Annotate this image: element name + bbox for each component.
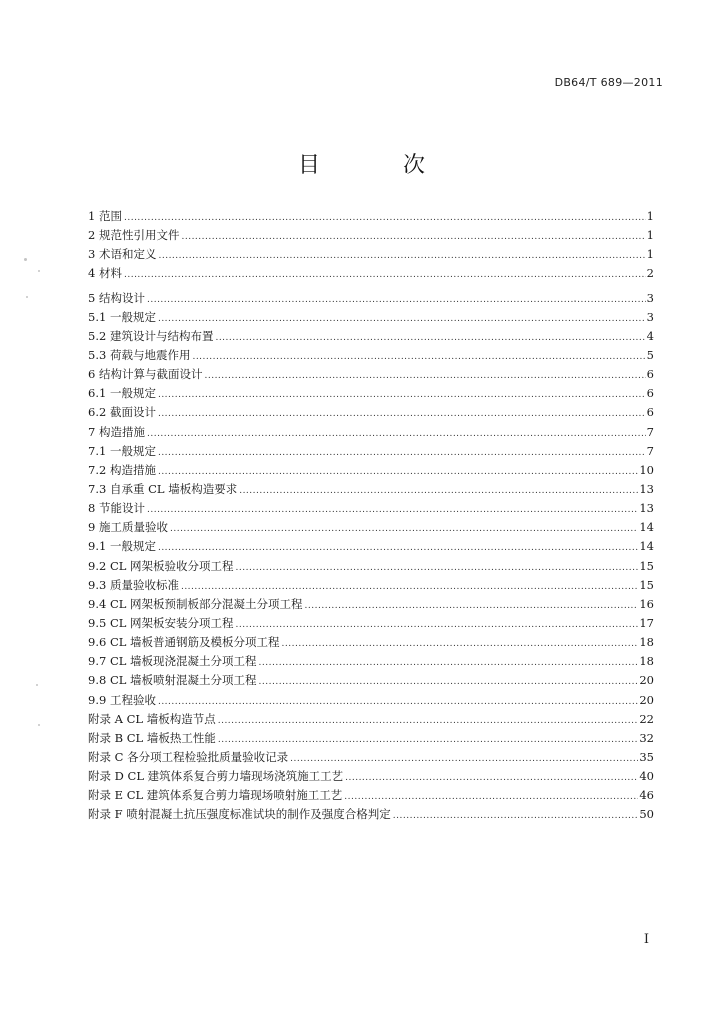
toc-entry[interactable]: [88, 500, 654, 519]
toc-leader-dots: [218, 735, 639, 745]
toc-entry-label: 9.8 CL 墙板喷射混凝土分项工程: [88, 673, 257, 688]
toc-entry[interactable]: [88, 227, 654, 246]
toc-leader-dots: [158, 409, 646, 419]
toc-entry-label: 4 材料: [88, 266, 122, 281]
toc-entry-page: 17: [639, 615, 654, 630]
toc-entry[interactable]: [88, 749, 654, 768]
toc-entry[interactable]: [88, 208, 654, 227]
toc-entry-label: 6.2 截面设计: [88, 405, 156, 420]
toc-entry-label: 6 结构计算与截面设计: [88, 367, 203, 382]
standard-code: DB64/T 689—2011: [554, 76, 663, 89]
toc-entry-label: 9.7 CL 墙板现浇混凝土分项工程: [88, 654, 257, 669]
toc-entry-label: 9.3 质量验收标准: [88, 577, 179, 592]
toc-entry-page: 5: [646, 347, 654, 362]
toc-entry[interactable]: [88, 265, 654, 284]
toc-entry[interactable]: [88, 577, 654, 596]
toc-entry[interactable]: [88, 538, 654, 557]
toc-entry[interactable]: [88, 443, 654, 462]
toc-leader-dots: [124, 213, 646, 223]
toc-entry-label: 7.2 构造措施: [88, 462, 156, 477]
toc-leader-dots: [215, 333, 645, 343]
toc-leader-dots: [204, 371, 645, 381]
toc-entry[interactable]: [88, 558, 654, 577]
toc-entry-label: 7.3 自承重 CL 墙板构造要求: [88, 481, 238, 496]
toc-entry[interactable]: [88, 481, 654, 500]
toc-entry-page: 32: [639, 730, 654, 745]
toc-entry-label: 3 术语和定义: [88, 247, 157, 262]
toc-entry-label: 7.1 一般规定: [88, 443, 156, 458]
toc-entry-page: 40: [639, 769, 654, 784]
toc-entry-page: 6: [646, 386, 654, 401]
toc-leader-dots: [239, 486, 638, 496]
toc-entry-page: 13: [639, 481, 654, 496]
toc-leader-dots: [147, 429, 646, 439]
toc-entry-page: 6: [646, 367, 654, 382]
toc-entry-label: 9.2 CL 网架板验收分项工程: [88, 558, 234, 573]
toc-entry-label: 5.3 荷载与地震作用: [88, 347, 191, 362]
toc-entry-label: 8 节能设计: [88, 501, 145, 516]
toc-entry[interactable]: [88, 692, 654, 711]
toc-entry-label: 附录 D CL 建筑体系复合剪力墙现场浇筑施工工艺: [88, 769, 344, 784]
toc-entry-page: 20: [639, 692, 654, 707]
toc-entry[interactable]: [88, 246, 654, 265]
toc-leader-dots: [170, 524, 638, 534]
toc-entry[interactable]: [88, 711, 654, 730]
toc-entry-page: 3: [646, 290, 654, 305]
toc-entry[interactable]: [88, 519, 654, 538]
toc-entry-label: 1 范围: [88, 209, 122, 223]
toc-entry-label: 附录 C 各分项工程检验批质量验收记录: [88, 749, 289, 764]
page-number: I: [643, 932, 649, 947]
toc-leader-dots: [158, 448, 646, 458]
toc-entry[interactable]: [88, 290, 654, 309]
toc-entry-page: 46: [639, 788, 654, 803]
toc-entry-label: 附录 B CL 墙板热工性能: [88, 730, 216, 745]
toc-leader-dots: [158, 314, 646, 324]
toc-entry-page: 14: [639, 520, 654, 535]
toc-entry-page: 1: [646, 228, 654, 243]
toc-entry-page: 50: [639, 807, 654, 822]
toc-entry[interactable]: [88, 806, 654, 825]
toc-entry-page: 13: [639, 501, 654, 516]
toc-entry[interactable]: [88, 768, 654, 787]
toc-entry-label: 5.2 建筑设计与结构布置: [88, 328, 214, 343]
toc-entry[interactable]: [88, 653, 654, 672]
toc-leader-dots: [147, 295, 646, 305]
toc-leader-dots: [158, 543, 638, 553]
toc-entry-label: 附录 E CL 建筑体系复合剪力墙现场喷射施工工艺: [88, 788, 343, 803]
toc-entry-page: 18: [639, 635, 654, 650]
toc-entry[interactable]: [88, 385, 654, 404]
toc-entry-page: 7: [646, 443, 654, 458]
toc-entry-page: 2: [646, 266, 654, 281]
scan-speck: [38, 724, 40, 726]
scan-speck: [26, 296, 28, 298]
toc-entry-page: 15: [639, 558, 654, 573]
toc-leader-dots: [158, 467, 638, 477]
toc-entry-label: 附录 A CL 墙板构造节点: [88, 711, 216, 726]
toc-entry-label: 6.1 一般规定: [88, 386, 156, 401]
page-title: 目 次: [298, 153, 463, 178]
toc-leader-dots: [290, 754, 638, 764]
toc-entry-label: 9.6 CL 墙板普通钢筋及模板分项工程: [88, 635, 280, 650]
toc-entry-label: 9.4 CL 网架板预制板部分混凝土分项工程: [88, 596, 303, 611]
toc-entry-page: 35: [639, 749, 654, 764]
toc-entry[interactable]: [88, 462, 654, 481]
scan-speck: [38, 270, 40, 272]
toc-entry-label: 9.5 CL 网架板安装分项工程: [88, 615, 234, 630]
toc-leader-dots: [181, 232, 645, 242]
toc-leader-dots: [345, 773, 638, 783]
toc-entry-label: 附录 F 喷射混凝土抗压强度标准试块的制作及强度合格判定: [88, 807, 391, 822]
toc-entry[interactable]: [88, 424, 654, 443]
toc-leader-dots: [259, 677, 639, 687]
toc-entry-page: 16: [639, 596, 654, 611]
toc-entry[interactable]: [88, 328, 654, 347]
toc-entry-page: 4: [646, 328, 654, 343]
toc-entry[interactable]: [88, 366, 654, 385]
toc-entry-label: 9.1 一般规定: [88, 539, 156, 554]
toc-entry-page: 20: [639, 673, 654, 688]
toc-entry-page: 3: [646, 309, 654, 324]
toc-entry[interactable]: [88, 730, 654, 749]
toc-leader-dots: [236, 620, 639, 630]
toc-entry-page: 1: [646, 209, 654, 223]
toc-entry[interactable]: [88, 347, 654, 366]
toc-entry-label: 5 结构设计: [88, 290, 145, 305]
scan-speck: [24, 258, 27, 261]
toc-entry[interactable]: [88, 596, 654, 615]
toc-entry[interactable]: [88, 309, 654, 328]
toc-leader-dots: [393, 811, 639, 821]
toc-leader-dots: [158, 390, 646, 400]
scan-speck: [574, 300, 576, 302]
toc-leader-dots: [192, 352, 645, 362]
toc-entry[interactable]: [88, 787, 654, 806]
toc-entry-label: 2 规范性引用文件: [88, 228, 180, 243]
table-of-contents: [88, 208, 654, 826]
toc-entry-page: 15: [639, 577, 654, 592]
toc-leader-dots: [147, 505, 638, 515]
toc-leader-dots: [124, 270, 646, 280]
toc-entry-page: 22: [639, 711, 654, 726]
toc-leader-dots: [282, 639, 639, 649]
toc-leader-dots: [158, 251, 645, 261]
toc-entry-page: 18: [639, 654, 654, 669]
toc-leader-dots: [305, 601, 639, 611]
toc-leader-dots: [181, 582, 638, 592]
toc-entry[interactable]: [88, 404, 654, 423]
toc-leader-dots: [259, 658, 639, 668]
toc-entry-label: 9.9 工程验收: [88, 692, 156, 707]
toc-leader-dots: [158, 697, 638, 707]
toc-entry-label: 9 施工质量验收: [88, 520, 168, 535]
toc-entry-label: 5.1 一般规定: [88, 309, 156, 324]
toc-entry[interactable]: [88, 634, 654, 653]
toc-leader-dots: [344, 792, 638, 802]
toc-entry-page: 14: [639, 539, 654, 554]
toc-entry[interactable]: [88, 615, 654, 634]
toc-entry-label: 7 构造措施: [88, 424, 145, 439]
toc-entry-page: 7: [646, 424, 654, 439]
toc-entry-page: 6: [646, 405, 654, 420]
toc-entry-page: 10: [639, 462, 654, 477]
scan-speck: [36, 684, 38, 686]
toc-leader-dots: [236, 563, 639, 573]
toc-entry-page: 1: [646, 247, 654, 262]
toc-leader-dots: [218, 716, 639, 726]
toc-entry[interactable]: [88, 672, 654, 691]
